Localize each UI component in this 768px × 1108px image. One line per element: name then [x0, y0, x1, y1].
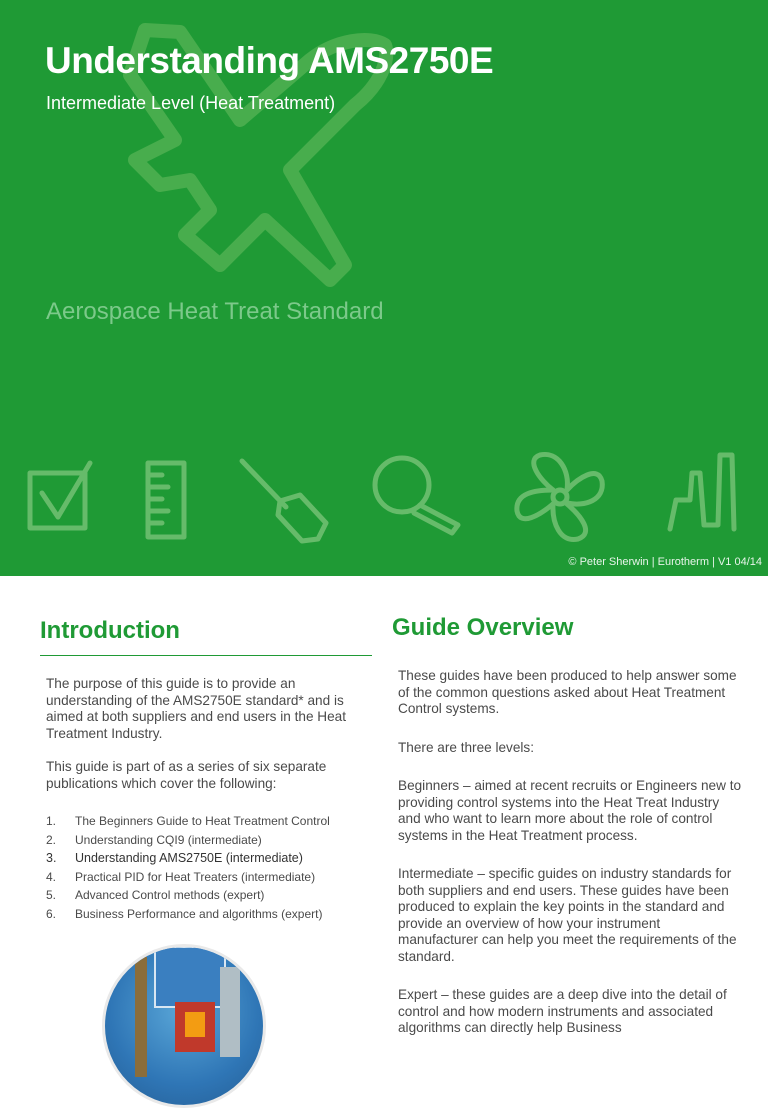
introduction-section: [40, 600, 372, 923]
category-icons: [0, 445, 768, 545]
list-item: 6. Business Performance and algorithms (expert): [46, 906, 323, 921]
overview-paragraph-2: There are three levels:: [398, 739, 535, 755]
document-title: Understanding AMS2750E: [45, 40, 494, 81]
guide-overview-section: [392, 600, 744, 1037]
furnace-photo: [102, 944, 266, 1108]
list-item: 3. Understanding AMS2750E (intermediate): [46, 851, 303, 865]
introduction-heading: Introduction: [40, 600, 372, 656]
overview-paragraph-3: Beginners – aimed at recent recruits or Engineers new to providing control systems into the Heat Treat Industry and who want to learn more about the role of control systems in the Heat Treatment process.: [398, 778, 742, 843]
list-item: 1. The Beginners Guide to Heat Treatment Control: [46, 814, 330, 828]
guide-list: [40, 812, 372, 923]
copyright-notice: © Peter Sherwin | Eurotherm | V1 04/14: [568, 556, 762, 568]
introduction-paragraph-1: The purpose of this guide is to provide an understanding of the AMS2750E standard* and is aimed at both suppliers and end users in the Heat Treatment Industry.: [46, 676, 347, 741]
overview-paragraph-1: These guides have been produced to help answer some of the common questions asked about Heat Treatment Control systems.: [398, 668, 737, 716]
screwdriver-icon: [242, 461, 326, 541]
guide-overview-heading: Guide Overview: [392, 614, 574, 641]
overview-paragraph-4: Intermediate – specific guides on industry standards for both suppliers and end users. These guides have been produced to explain the key points in the standard and provide an overview of how your instrument manufacturer can help you meet the requirements of the standard.: [398, 866, 737, 964]
introduction-paragraph-2: This guide is part of as a series of six separate publications which cover the following:: [46, 759, 327, 791]
fan-icon: [517, 454, 602, 539]
factory-icon: [670, 455, 734, 529]
list-item: 2. Understanding CQI9 (intermediate): [46, 832, 262, 847]
document-tagline: Aerospace Heat Treat Standard: [46, 298, 384, 325]
list-item: 5. Advanced Control methods (expert): [46, 888, 265, 902]
magnifier-icon: [375, 458, 458, 533]
document-subtitle: Intermediate Level (Heat Treatment): [46, 93, 336, 113]
list-item: 4. Practical PID for Heat Treaters (intermediate): [46, 869, 316, 884]
ruler-icon: [148, 463, 184, 537]
overview-paragraph-5: Expert – these guides are a deep dive into the detail of control and how modern instruments and associated algorithms can directly help Business: [398, 987, 727, 1035]
checkbox-icon: [30, 463, 90, 528]
